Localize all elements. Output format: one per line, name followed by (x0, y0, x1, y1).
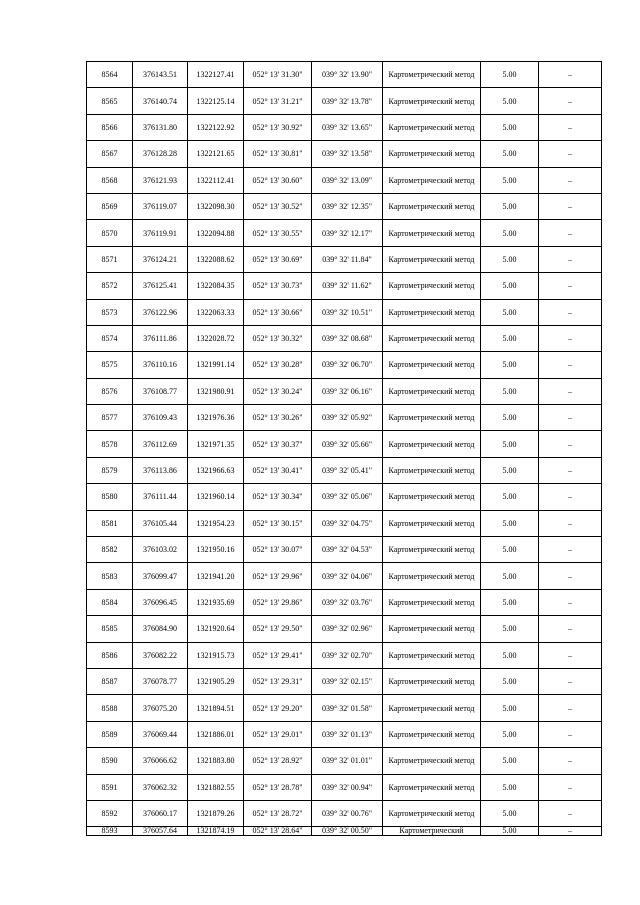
x-coordinate-cell: 376109.43 (133, 405, 188, 431)
longitude-cell: 039° 32' 01.01" (312, 748, 383, 774)
table-row (87, 589, 602, 615)
note-cell: – (539, 774, 602, 800)
accuracy-cell: 5.00 (481, 405, 539, 431)
accuracy-cell: 5.00 (481, 246, 539, 272)
point-number-cell: 8585 (87, 616, 133, 642)
method-cell: Картометрический метод (383, 299, 481, 325)
point-number-cell: 8579 (87, 457, 133, 483)
accuracy-cell: 5.00 (481, 668, 539, 694)
longitude-cell: 039° 32' 11.62" (312, 273, 383, 299)
table-row (87, 748, 602, 774)
longitude-cell: 039° 32' 06.16" (312, 378, 383, 404)
point-number-cell: 8582 (87, 537, 133, 563)
latitude-cell: 052° 13' 30.66" (244, 299, 312, 325)
x-coordinate-cell: 376119.91 (133, 220, 188, 246)
longitude-cell: 039° 32' 11.84" (312, 246, 383, 272)
latitude-cell: 052° 13' 29.96" (244, 563, 312, 589)
longitude-cell: 039° 32' 01.13" (312, 721, 383, 747)
y-coordinate-cell: 1321971.35 (188, 431, 244, 457)
point-number-cell: 8570 (87, 220, 133, 246)
table-row (87, 193, 602, 219)
table-row (87, 352, 602, 378)
x-coordinate-cell: 376111.44 (133, 484, 188, 510)
point-number-cell: 8572 (87, 273, 133, 299)
latitude-cell: 052° 13' 30.92" (244, 114, 312, 140)
method-cell: Картометрический метод (383, 457, 481, 483)
x-coordinate-cell: 376125.41 (133, 273, 188, 299)
longitude-cell: 039° 32' 02.15" (312, 668, 383, 694)
accuracy-cell: 5.00 (481, 537, 539, 563)
table-row (87, 141, 602, 167)
y-coordinate-cell: 1321879.26 (188, 800, 244, 826)
latitude-cell: 052° 13' 30.24" (244, 378, 312, 404)
accuracy-cell: 5.00 (481, 62, 539, 88)
method-cell: Картометрический метод (383, 563, 481, 589)
x-coordinate-cell: 376131.80 (133, 114, 188, 140)
y-coordinate-cell: 1322112.41 (188, 167, 244, 193)
table-row (87, 721, 602, 747)
longitude-cell: 039° 32' 13.78" (312, 88, 383, 114)
accuracy-cell: 5.00 (481, 827, 539, 836)
longitude-cell: 039° 32' 04.53" (312, 537, 383, 563)
x-coordinate-cell: 376084.90 (133, 616, 188, 642)
latitude-cell: 052° 13' 30.41" (244, 457, 312, 483)
longitude-cell: 039° 32' 12.17" (312, 220, 383, 246)
point-number-cell: 8592 (87, 800, 133, 826)
longitude-cell: 039° 32' 05.41" (312, 457, 383, 483)
point-number-cell: 8574 (87, 325, 133, 351)
longitude-cell: 039° 32' 03.76" (312, 589, 383, 615)
point-number-cell: 8581 (87, 510, 133, 536)
note-cell: – (539, 141, 602, 167)
accuracy-cell: 5.00 (481, 88, 539, 114)
latitude-cell: 052° 13' 29.20" (244, 695, 312, 721)
table-row (87, 431, 602, 457)
method-cell: Картометрический (383, 827, 481, 836)
table-row (87, 246, 602, 272)
latitude-cell: 052° 13' 30.15" (244, 510, 312, 536)
note-cell: – (539, 748, 602, 774)
note-cell: – (539, 246, 602, 272)
latitude-cell: 052° 13' 30.07" (244, 537, 312, 563)
y-coordinate-cell: 1321991.14 (188, 352, 244, 378)
x-coordinate-cell: 376122.96 (133, 299, 188, 325)
method-cell: Картометрический метод (383, 167, 481, 193)
note-cell: – (539, 721, 602, 747)
latitude-cell: 052° 13' 30.55" (244, 220, 312, 246)
table-row (87, 167, 602, 193)
latitude-cell: 052° 13' 30.60" (244, 167, 312, 193)
table-body (87, 62, 602, 836)
method-cell: Картометрический метод (383, 668, 481, 694)
longitude-cell: 039° 32' 06.70" (312, 352, 383, 378)
longitude-cell: 039° 32' 01.58" (312, 695, 383, 721)
note-cell: – (539, 616, 602, 642)
latitude-cell: 052° 13' 30.69" (244, 246, 312, 272)
x-coordinate-cell: 376062.32 (133, 774, 188, 800)
method-cell: Картометрический метод (383, 325, 481, 351)
coordinates-table (86, 61, 602, 836)
note-cell: – (539, 431, 602, 457)
accuracy-cell: 5.00 (481, 325, 539, 351)
y-coordinate-cell: 1321915.73 (188, 642, 244, 668)
table-row (87, 695, 602, 721)
method-cell: Картометрический метод (383, 616, 481, 642)
latitude-cell: 052° 13' 29.31" (244, 668, 312, 694)
latitude-cell: 052° 13' 30.28" (244, 352, 312, 378)
accuracy-cell: 5.00 (481, 695, 539, 721)
method-cell: Картометрический метод (383, 114, 481, 140)
y-coordinate-cell: 1321966.63 (188, 457, 244, 483)
table-row (87, 827, 602, 836)
point-number-cell: 8593 (87, 827, 133, 836)
latitude-cell: 052° 13' 30.34" (244, 484, 312, 510)
x-coordinate-cell: 376143.51 (133, 62, 188, 88)
accuracy-cell: 5.00 (481, 616, 539, 642)
accuracy-cell: 5.00 (481, 484, 539, 510)
table-row (87, 299, 602, 325)
x-coordinate-cell: 376108.77 (133, 378, 188, 404)
note-cell: – (539, 642, 602, 668)
accuracy-cell: 5.00 (481, 299, 539, 325)
y-coordinate-cell: 1321874.19 (188, 827, 244, 836)
point-number-cell: 8569 (87, 193, 133, 219)
x-coordinate-cell: 376140.74 (133, 88, 188, 114)
x-coordinate-cell: 376099.47 (133, 563, 188, 589)
y-coordinate-cell: 1322122.92 (188, 114, 244, 140)
accuracy-cell: 5.00 (481, 721, 539, 747)
x-coordinate-cell: 376060.17 (133, 800, 188, 826)
note-cell: – (539, 193, 602, 219)
table-row (87, 325, 602, 351)
table-row (87, 378, 602, 404)
method-cell: Картометрический метод (383, 352, 481, 378)
y-coordinate-cell: 1321920.64 (188, 616, 244, 642)
point-number-cell: 8567 (87, 141, 133, 167)
method-cell: Картометрический метод (383, 220, 481, 246)
accuracy-cell: 5.00 (481, 563, 539, 589)
note-cell: – (539, 695, 602, 721)
y-coordinate-cell: 1322125.14 (188, 88, 244, 114)
point-number-cell: 8568 (87, 167, 133, 193)
latitude-cell: 052° 13' 31.30" (244, 62, 312, 88)
latitude-cell: 052° 13' 29.86" (244, 589, 312, 615)
method-cell: Картометрический метод (383, 748, 481, 774)
note-cell: – (539, 668, 602, 694)
note-cell: – (539, 827, 602, 836)
x-coordinate-cell: 376096.45 (133, 589, 188, 615)
latitude-cell: 052° 13' 30.73" (244, 273, 312, 299)
x-coordinate-cell: 376057.64 (133, 827, 188, 836)
point-number-cell: 8576 (87, 378, 133, 404)
y-coordinate-cell: 1322098.30 (188, 193, 244, 219)
note-cell: – (539, 88, 602, 114)
longitude-cell: 039° 32' 04.06" (312, 563, 383, 589)
y-coordinate-cell: 1321960.14 (188, 484, 244, 510)
method-cell: Картометрический метод (383, 141, 481, 167)
point-number-cell: 8571 (87, 246, 133, 272)
accuracy-cell: 5.00 (481, 273, 539, 299)
latitude-cell: 052° 13' 28.72" (244, 800, 312, 826)
y-coordinate-cell: 1321976.36 (188, 405, 244, 431)
table-row (87, 114, 602, 140)
table-row (87, 616, 602, 642)
method-cell: Картометрический метод (383, 721, 481, 747)
x-coordinate-cell: 376119.07 (133, 193, 188, 219)
note-cell: – (539, 457, 602, 483)
point-number-cell: 8573 (87, 299, 133, 325)
longitude-cell: 039° 32' 05.92" (312, 405, 383, 431)
x-coordinate-cell: 376078.77 (133, 668, 188, 694)
point-number-cell: 8587 (87, 668, 133, 694)
note-cell: – (539, 510, 602, 536)
latitude-cell: 052° 13' 28.92" (244, 748, 312, 774)
y-coordinate-cell: 1321935.69 (188, 589, 244, 615)
point-number-cell: 8590 (87, 748, 133, 774)
point-number-cell: 8584 (87, 589, 133, 615)
latitude-cell: 052° 13' 28.78" (244, 774, 312, 800)
accuracy-cell: 5.00 (481, 167, 539, 193)
x-coordinate-cell: 376105.44 (133, 510, 188, 536)
point-number-cell: 8583 (87, 563, 133, 589)
table-row (87, 668, 602, 694)
x-coordinate-cell: 376103.02 (133, 537, 188, 563)
latitude-cell: 052° 13' 29.41" (244, 642, 312, 668)
longitude-cell: 039° 32' 05.06" (312, 484, 383, 510)
method-cell: Картометрический метод (383, 510, 481, 536)
y-coordinate-cell: 1322028.72 (188, 325, 244, 351)
method-cell: Картометрический метод (383, 88, 481, 114)
method-cell: Картометрический метод (383, 62, 481, 88)
longitude-cell: 039° 32' 10.51" (312, 299, 383, 325)
method-cell: Картометрический метод (383, 484, 481, 510)
y-coordinate-cell: 1322094.88 (188, 220, 244, 246)
longitude-cell: 039° 32' 05.66" (312, 431, 383, 457)
accuracy-cell: 5.00 (481, 141, 539, 167)
latitude-cell: 052° 13' 28.64" (244, 827, 312, 836)
y-coordinate-cell: 1321883.80 (188, 748, 244, 774)
method-cell: Картометрический метод (383, 642, 481, 668)
point-number-cell: 8565 (87, 88, 133, 114)
accuracy-cell: 5.00 (481, 774, 539, 800)
point-number-cell: 8575 (87, 352, 133, 378)
longitude-cell: 039° 32' 00.76" (312, 800, 383, 826)
table-row (87, 510, 602, 536)
note-cell: – (539, 352, 602, 378)
y-coordinate-cell: 1321980.91 (188, 378, 244, 404)
point-number-cell: 8564 (87, 62, 133, 88)
x-coordinate-cell: 376128.28 (133, 141, 188, 167)
point-number-cell: 8589 (87, 721, 133, 747)
longitude-cell: 039° 32' 13.09" (312, 167, 383, 193)
method-cell: Картометрический метод (383, 695, 481, 721)
point-number-cell: 8566 (87, 114, 133, 140)
y-coordinate-cell: 1321886.01 (188, 721, 244, 747)
point-number-cell: 8586 (87, 642, 133, 668)
accuracy-cell: 5.00 (481, 378, 539, 404)
longitude-cell: 039° 32' 02.96" (312, 616, 383, 642)
accuracy-cell: 5.00 (481, 114, 539, 140)
y-coordinate-cell: 1322088.62 (188, 246, 244, 272)
longitude-cell: 039° 32' 04.75" (312, 510, 383, 536)
y-coordinate-cell: 1321941.20 (188, 563, 244, 589)
note-cell: – (539, 378, 602, 404)
accuracy-cell: 5.00 (481, 800, 539, 826)
accuracy-cell: 5.00 (481, 193, 539, 219)
x-coordinate-cell: 376112.69 (133, 431, 188, 457)
table-row (87, 405, 602, 431)
method-cell: Картометрический метод (383, 589, 481, 615)
x-coordinate-cell: 376121.93 (133, 167, 188, 193)
accuracy-cell: 5.00 (481, 220, 539, 246)
accuracy-cell: 5.00 (481, 431, 539, 457)
note-cell: – (539, 220, 602, 246)
x-coordinate-cell: 376124.21 (133, 246, 188, 272)
y-coordinate-cell: 1321882.55 (188, 774, 244, 800)
table-row (87, 800, 602, 826)
note-cell: – (539, 484, 602, 510)
accuracy-cell: 5.00 (481, 510, 539, 536)
note-cell: – (539, 589, 602, 615)
latitude-cell: 052° 13' 30.81" (244, 141, 312, 167)
x-coordinate-cell: 376075.20 (133, 695, 188, 721)
method-cell: Картометрический метод (383, 378, 481, 404)
longitude-cell: 039° 32' 08.68" (312, 325, 383, 351)
note-cell: – (539, 325, 602, 351)
method-cell: Картометрический метод (383, 800, 481, 826)
latitude-cell: 052° 13' 31.21" (244, 88, 312, 114)
longitude-cell: 039° 32' 12.35" (312, 193, 383, 219)
latitude-cell: 052° 13' 30.52" (244, 193, 312, 219)
accuracy-cell: 5.00 (481, 352, 539, 378)
x-coordinate-cell: 376069.44 (133, 721, 188, 747)
point-number-cell: 8591 (87, 774, 133, 800)
accuracy-cell: 5.00 (481, 589, 539, 615)
y-coordinate-cell: 1321954.23 (188, 510, 244, 536)
latitude-cell: 052° 13' 30.37" (244, 431, 312, 457)
longitude-cell: 039° 32' 13.65" (312, 114, 383, 140)
table-row (87, 62, 602, 88)
point-number-cell: 8580 (87, 484, 133, 510)
x-coordinate-cell: 376066.62 (133, 748, 188, 774)
table-row (87, 774, 602, 800)
table-row (87, 484, 602, 510)
note-cell: – (539, 273, 602, 299)
x-coordinate-cell: 376110.16 (133, 352, 188, 378)
longitude-cell: 039° 32' 00.94" (312, 774, 383, 800)
method-cell: Картометрический метод (383, 431, 481, 457)
table-row (87, 273, 602, 299)
accuracy-cell: 5.00 (481, 642, 539, 668)
latitude-cell: 052° 13' 29.01" (244, 721, 312, 747)
accuracy-cell: 5.00 (481, 457, 539, 483)
x-coordinate-cell: 376111.86 (133, 325, 188, 351)
longitude-cell: 039° 32' 00.50" (312, 827, 383, 836)
table-row (87, 220, 602, 246)
latitude-cell: 052° 13' 30.26" (244, 405, 312, 431)
method-cell: Картометрический метод (383, 246, 481, 272)
y-coordinate-cell: 1322127.41 (188, 62, 244, 88)
note-cell: – (539, 537, 602, 563)
method-cell: Картометрический метод (383, 193, 481, 219)
table-row (87, 457, 602, 483)
note-cell: – (539, 62, 602, 88)
y-coordinate-cell: 1321950.16 (188, 537, 244, 563)
point-number-cell: 8578 (87, 431, 133, 457)
y-coordinate-cell: 1322063.33 (188, 299, 244, 325)
y-coordinate-cell: 1322121.65 (188, 141, 244, 167)
longitude-cell: 039° 32' 13.90" (312, 62, 383, 88)
table-row (87, 88, 602, 114)
table-row (87, 642, 602, 668)
y-coordinate-cell: 1322084.35 (188, 273, 244, 299)
note-cell: – (539, 167, 602, 193)
accuracy-cell: 5.00 (481, 748, 539, 774)
note-cell: – (539, 563, 602, 589)
y-coordinate-cell: 1321894.51 (188, 695, 244, 721)
latitude-cell: 052° 13' 30.32" (244, 325, 312, 351)
method-cell: Картометрический метод (383, 273, 481, 299)
note-cell: – (539, 114, 602, 140)
point-number-cell: 8588 (87, 695, 133, 721)
table-row (87, 563, 602, 589)
method-cell: Картометрический метод (383, 537, 481, 563)
table-row (87, 537, 602, 563)
x-coordinate-cell: 376113.86 (133, 457, 188, 483)
latitude-cell: 052° 13' 29.50" (244, 616, 312, 642)
method-cell: Картометрический метод (383, 774, 481, 800)
note-cell: – (539, 800, 602, 826)
longitude-cell: 039° 32' 02.70" (312, 642, 383, 668)
y-coordinate-cell: 1321905.29 (188, 668, 244, 694)
note-cell: – (539, 299, 602, 325)
longitude-cell: 039° 32' 13.58" (312, 141, 383, 167)
x-coordinate-cell: 376082.22 (133, 642, 188, 668)
note-cell: – (539, 405, 602, 431)
method-cell: Картометрический метод (383, 405, 481, 431)
point-number-cell: 8577 (87, 405, 133, 431)
